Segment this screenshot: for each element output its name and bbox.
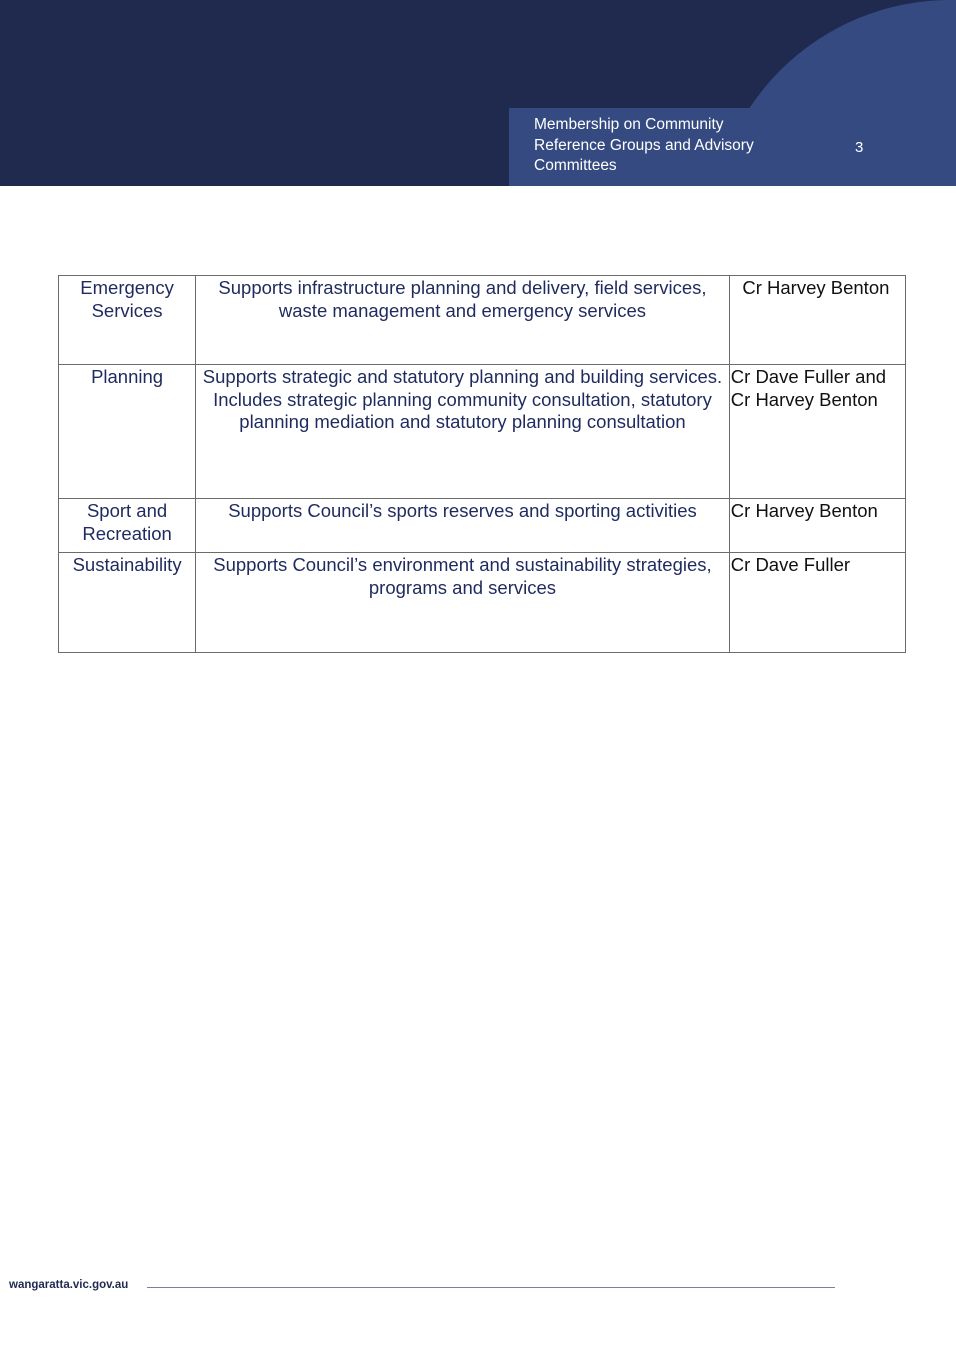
page-number: 3 bbox=[855, 139, 864, 156]
committee-description-cell: Supports Council’s environment and sustainability strategies, programs and services bbox=[196, 553, 730, 653]
table-row bbox=[59, 553, 906, 653]
committee-representative-cell: Cr Dave Fuller bbox=[729, 553, 905, 653]
committee-table bbox=[58, 275, 906, 653]
committee-name-cell: Emergency Services bbox=[59, 276, 196, 365]
committee-name-cell: Sustainability bbox=[59, 553, 196, 653]
table-row bbox=[59, 499, 906, 553]
committee-representative-cell: Cr Harvey Benton bbox=[729, 276, 905, 365]
table-row bbox=[59, 365, 906, 499]
committee-name-cell: Planning bbox=[59, 365, 196, 499]
committee-representative-cell: Cr Dave Fuller and Cr Harvey Benton bbox=[729, 365, 905, 499]
committee-name-cell: Sport and Recreation bbox=[59, 499, 196, 553]
document-title: Membership on Community Reference Groups and Advisory Committees bbox=[534, 116, 754, 174]
header-banner bbox=[0, 0, 956, 186]
footer-divider bbox=[147, 1287, 835, 1288]
table-row bbox=[59, 276, 906, 365]
committee-description-cell: Supports infrastructure planning and delivery, field services, waste management and emergency services bbox=[196, 276, 730, 365]
committee-description-cell: Supports strategic and statutory planning and building services. Includes strategic planning community consultation, statutory planning mediation and statutory planning consultation bbox=[196, 365, 730, 499]
committee-representative-cell: Cr Harvey Benton bbox=[729, 499, 905, 553]
footer-website: wangaratta.vic.gov.au bbox=[9, 1279, 129, 1291]
committee-description-cell: Supports Council’s sports reserves and sporting activities bbox=[196, 499, 730, 553]
